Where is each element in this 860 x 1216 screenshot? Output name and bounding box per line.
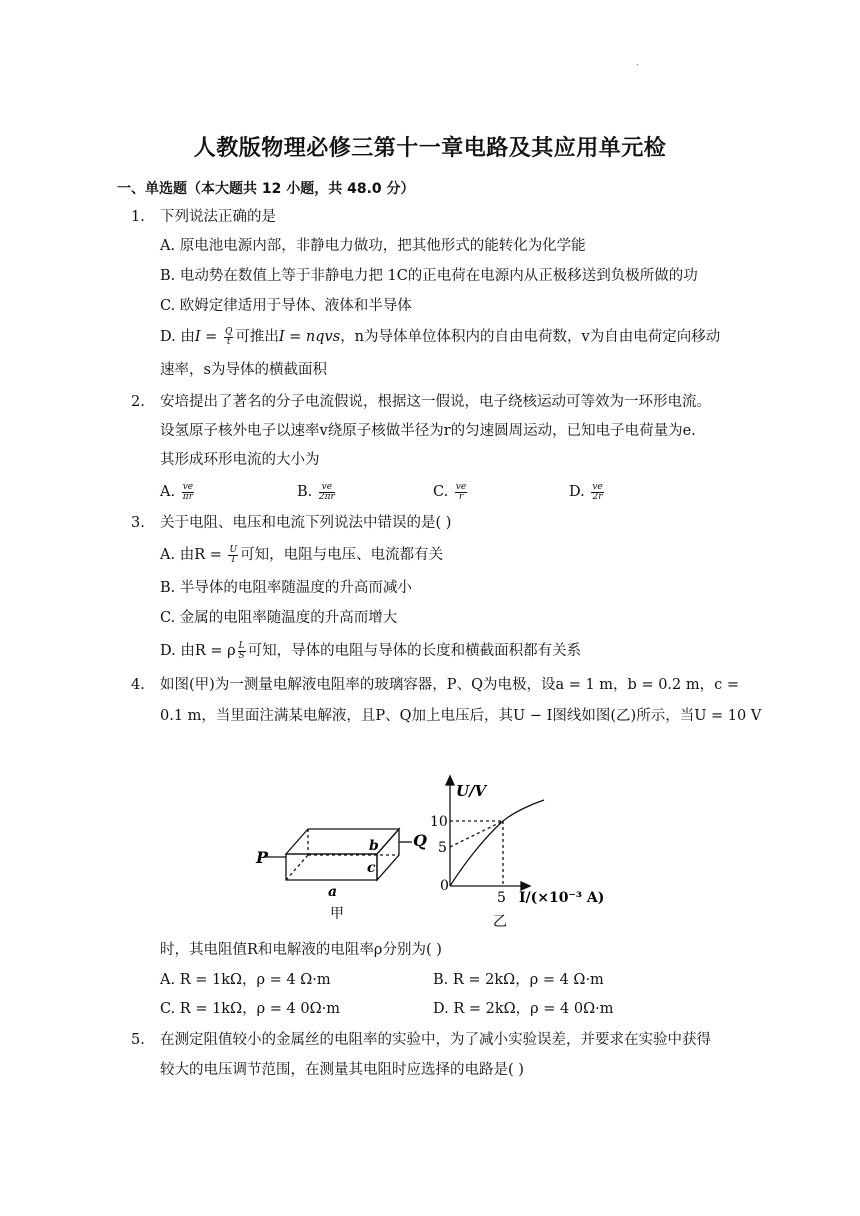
page-title: 人教版物理必修三第十一章电路及其应用单元检 xyxy=(193,136,667,161)
q5-number: 5. xyxy=(131,1032,145,1048)
q2-option-d: D. $\frac{ve}{2r}$ xyxy=(569,481,603,502)
q3-option-a: A. 由R = $\frac{U}{I}$ 可知，电阻与电压、电流都有关 xyxy=(160,544,444,565)
q3-number: 3. xyxy=(131,515,145,531)
ui-curve xyxy=(450,800,544,886)
tick-origin: 0 xyxy=(440,878,449,894)
q5-line2: 较大的电压调节范围，在测量其电阻时应选择的电路是( ) xyxy=(160,1062,524,1078)
q1-d-fraction: $\frac{Q}{t}$ xyxy=(224,326,233,347)
box-hidden-edge1 xyxy=(286,855,308,880)
q3-d-suffix: 可知，导体的电阻与导体的长度和横截面积都有关系 xyxy=(247,643,582,659)
q1-number: 1. xyxy=(131,209,145,225)
q4-line2: 0.1 m，当里面注满某电解液，且P、Q加上电压后，其U − I图线如图(乙)所示，当U = 10 V xyxy=(160,708,762,724)
q2-option-c: C. $\frac{ve}{r}$ xyxy=(433,481,467,502)
u-axis-arrow xyxy=(446,776,454,785)
q3-a-suffix: 可知，电阻与电压、电流都有关 xyxy=(240,547,444,563)
label-yi: 乙 xyxy=(493,914,507,930)
tick-u-10: 10 xyxy=(430,814,448,830)
q4-line3: 时，其电阻值R和电解液的电阻率ρ分别为( ) xyxy=(160,942,442,958)
q1-stem: 下列说法正确的是 xyxy=(160,209,276,225)
q2-d-label: D. xyxy=(569,484,585,500)
q1-d-formula: I = nqvs xyxy=(278,329,341,345)
q4-option-b: B. R = 2kΩ，ρ = 4 Ω·m xyxy=(433,972,604,988)
label-q: Q xyxy=(413,831,427,850)
q3-d-prefix: D. 由R = ρ xyxy=(160,643,236,659)
q3-a-prefix: A. 由R = xyxy=(160,547,222,563)
section-heading: 一、单选题（本大题共 12 小题，共 48.0 分） xyxy=(117,181,415,197)
q2-line2: 设氢原子核外电子以速率v绕原子核做半径为r的匀速圆周运动，已知电子电荷量为e. xyxy=(160,423,696,439)
q2-a-label: A. xyxy=(160,484,176,500)
q2-b-label: B. xyxy=(297,484,313,500)
q1-option-c: C. 欧姆定律适用于导体、液体和半导体 xyxy=(160,298,412,314)
q2-line3: 其形成环形电流的大小为 xyxy=(160,452,320,468)
q2-line1: 安培提出了著名的分子电流假说，根据这一假说，电子绕核运动可等效为一环形电流。 xyxy=(160,394,711,410)
q4-line1: 如图(甲)为一测量电解液电阻率的玻璃容器，P、Q为电极，设a = 1 m，b = 0.2 m，c = xyxy=(160,677,739,693)
q1-option-b: B. 电动势在数值上等于非静电力把 1C的正电荷在电源内从正极移送到负极所做的功 xyxy=(160,268,698,284)
label-b: b xyxy=(369,838,379,854)
q4-option-c: C. R = 1kΩ，ρ = 4 0Ω·m xyxy=(160,1001,340,1017)
box-top-face xyxy=(286,829,399,854)
tangent-line xyxy=(450,821,503,847)
i-axis-arrow xyxy=(521,882,530,890)
label-c: c xyxy=(367,860,376,876)
label-jia: 甲 xyxy=(330,906,344,922)
tick-i-5: 5 xyxy=(497,890,506,906)
q3-option-d: D. 由R = ρ $\frac{L}{S}$ 可知，导体的电阻与导体的长度和横截面积都有关系 xyxy=(160,640,582,661)
q3-option-c: C. 金属的电阻率随温度的升高而增大 xyxy=(160,610,398,626)
header-dot: . xyxy=(636,58,639,67)
q4-number: 4. xyxy=(131,677,145,693)
q2-option-a: A. $\frac{ve}{\pi r}$ xyxy=(160,481,194,502)
tick-u-5: 5 xyxy=(438,840,447,856)
q5-line1: 在测定阻值较小的金属丝的电阻率的实验中，为了减小实验误差，并要求在实验中获得 xyxy=(160,1032,711,1048)
q1-option-a: A. 原电池电源内部，非静电力做功，把其他形式的能转化为化学能 xyxy=(160,238,586,254)
q2-number: 2. xyxy=(131,394,145,410)
q4-option-a: A. R = 1kΩ，ρ = 4 Ω·m xyxy=(160,972,331,988)
q1-option-d-line2: 速率，s为导体的横截面积 xyxy=(160,362,327,378)
q3-option-b: B. 半导体的电阻率随温度的升高而减小 xyxy=(160,580,412,596)
q4-option-d: D. R = 2kΩ，ρ = 4 0Ω·m xyxy=(433,1001,614,1017)
container-diagram xyxy=(266,829,412,880)
u-axis-label: U/V xyxy=(456,782,487,800)
q3-stem: 关于电阻、电压和电流下列说法中错误的是( ) xyxy=(160,515,452,531)
q2-c-label: C. xyxy=(433,484,449,500)
q1-d-prefix: D. 由 xyxy=(160,329,195,345)
q1-option-d: D. 由I = $\frac{Q}{t}$ 可推出I = nqvs，n为导体单位体积内的自由电荷数，v为自由电荷定向移动 xyxy=(160,326,721,347)
box-front-face xyxy=(286,854,377,880)
i-axis-label: I/(×10⁻³ A) xyxy=(519,890,605,906)
q2-option-b: B. $\frac{ve}{2\pi r}$ xyxy=(297,481,335,502)
q1-d-mid: 可推出 xyxy=(235,329,279,345)
q4-figure xyxy=(252,772,612,932)
label-a: a xyxy=(328,884,338,900)
q1-d-suffix: ，n为导体单位体积内的自由电荷数，v为自由电荷定向移动 xyxy=(340,329,721,345)
label-p: P xyxy=(256,848,269,867)
